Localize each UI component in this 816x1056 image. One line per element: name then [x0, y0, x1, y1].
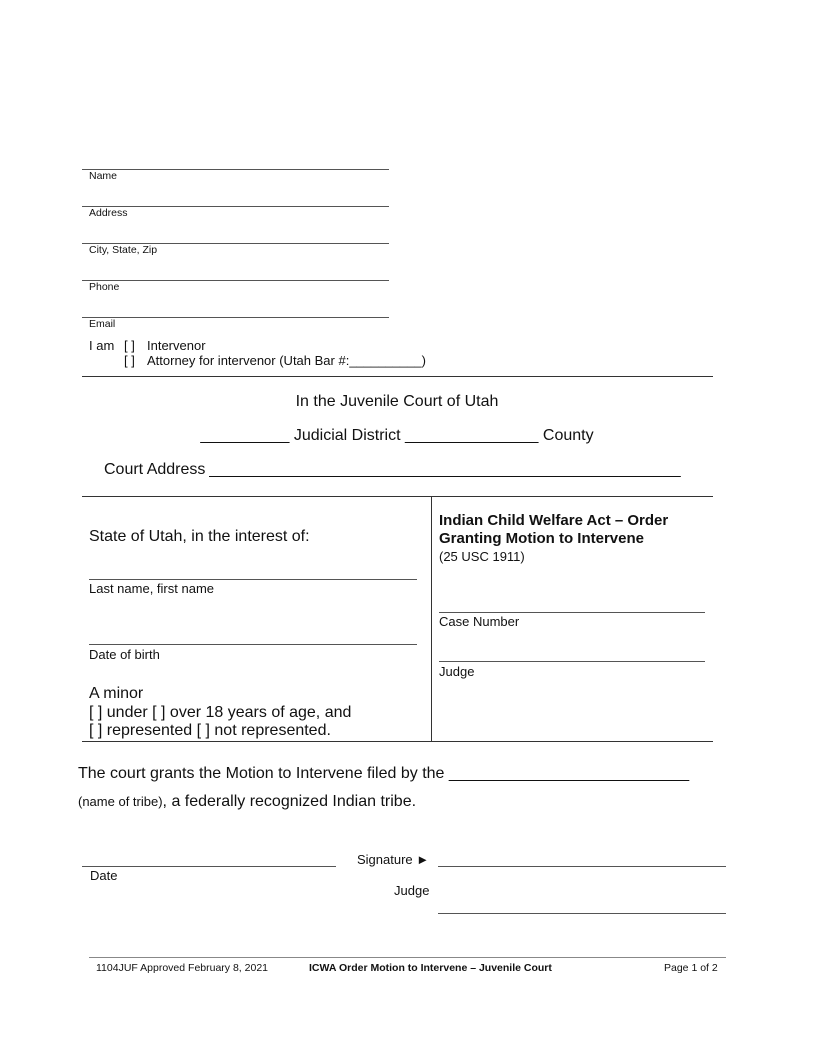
tribe-name-hint: (name of tribe)	[78, 794, 163, 809]
order-text-line2	[78, 793, 416, 811]
child-name-label: Last name, first name	[89, 581, 214, 596]
caption-judge-label: Judge	[439, 664, 475, 679]
court-heading: In the Juvenile Court of Utah	[295, 393, 499, 410]
citation: (25 USC 1911)	[439, 549, 525, 564]
child-name-line[interactable]	[89, 579, 417, 580]
name-line[interactable]	[82, 169, 389, 170]
address-line[interactable]	[82, 206, 389, 207]
age-options[interactable]: [ ] under [ ] over 18 years of age, and	[89, 704, 352, 721]
signature-label: Signature ►	[357, 852, 430, 867]
email-label: Email	[89, 318, 116, 330]
district-county-line[interactable]: __________ Judicial District _______________ County	[200, 427, 594, 444]
name-label: Name	[89, 170, 118, 182]
minor-label: A minor	[89, 685, 144, 702]
date-line[interactable]	[82, 866, 336, 867]
footer-form-title: ICWA Order Motion to Intervene – Juvenile Court	[309, 962, 552, 974]
judge-name-line[interactable]	[438, 913, 726, 914]
email-line[interactable]	[82, 317, 389, 318]
caption-judge-line[interactable]	[439, 661, 705, 662]
divider	[82, 376, 713, 377]
form-title-line1: Indian Child Welfare Act – Order	[439, 512, 669, 529]
footer-page-number: Page 1 of 2	[664, 962, 718, 974]
caption-top-border	[82, 496, 713, 497]
attorney-option: Attorney for intervenor (Utah Bar #:__________)	[147, 353, 426, 368]
court-address-label: Court Address	[104, 461, 206, 478]
intervenor-option: Intervenor	[147, 338, 206, 353]
city-state-zip-label: City, State, Zip	[89, 244, 158, 256]
dob-label: Date of birth	[89, 647, 160, 662]
dob-line[interactable]	[89, 644, 417, 645]
footer-form-id: 1104JUF Approved February 8, 2021	[96, 962, 268, 974]
case-number-label: Case Number	[439, 614, 520, 629]
address-label: Address	[89, 207, 128, 219]
signature-line[interactable]	[438, 866, 726, 867]
case-number-line[interactable]	[439, 612, 705, 613]
intervenor-checkbox[interactable]: [ ]	[124, 338, 135, 353]
caption-divider	[431, 496, 432, 741]
i-am-label: I am	[89, 338, 115, 353]
phone-line[interactable]	[82, 280, 389, 281]
court-address-blank[interactable]: _____________________________________________________	[209, 461, 681, 478]
phone-label: Phone	[89, 281, 120, 293]
signature-judge-label: Judge	[394, 883, 430, 898]
footer-divider	[89, 957, 726, 958]
state-of-utah-text: State of Utah, in the interest of:	[89, 528, 310, 545]
order-text-line1[interactable]: The court grants the Motion to Intervene filed by the ___________________________	[78, 765, 690, 782]
caption-bottom-border	[82, 741, 713, 742]
form-title-line2: Granting Motion to Intervene	[439, 530, 644, 547]
order-text-line2-rest: , a federally recognized Indian tribe.	[162, 793, 417, 810]
attorney-checkbox[interactable]: [ ]	[124, 353, 135, 368]
date-label: Date	[90, 868, 118, 883]
representation-options[interactable]: [ ] represented [ ] not represented.	[89, 722, 331, 739]
